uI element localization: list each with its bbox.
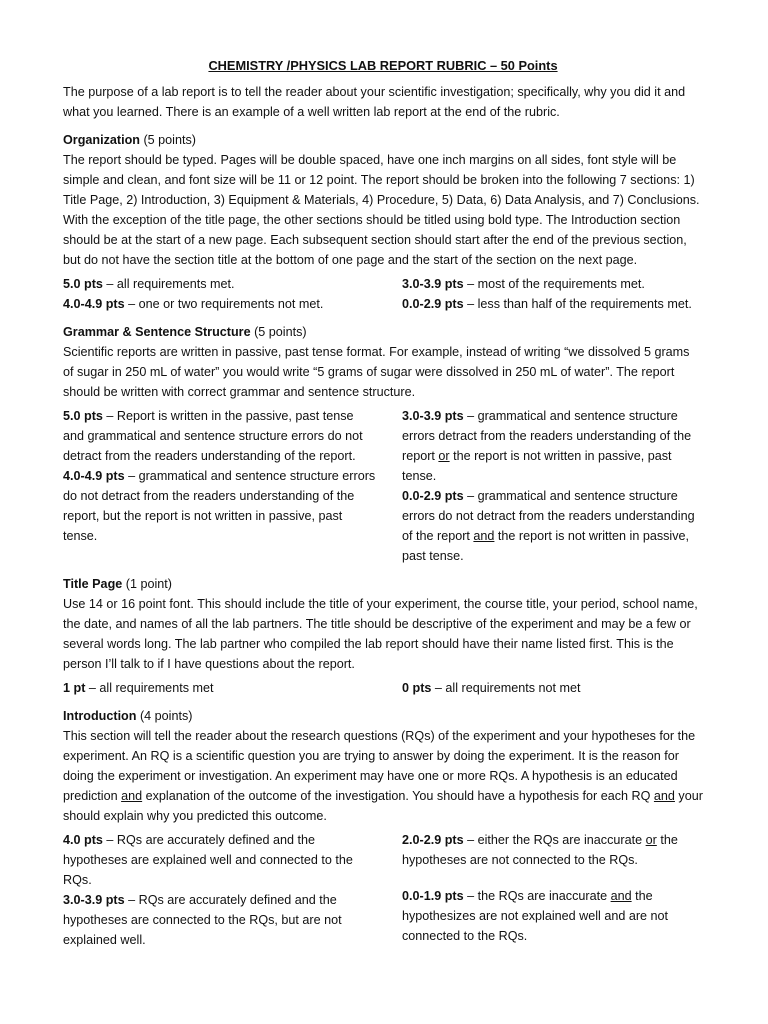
section-points: (1 point) [125,577,172,591]
body-text: your should explain why you predicted this outcome. [63,789,703,823]
grade-row [63,406,703,566]
grade-item [63,890,378,950]
section-body [63,726,703,826]
grade-text: – RQs are accurately defined and the hypotheses are explained well and connected to the RQs. [63,833,353,887]
emphasis-text: and [473,529,495,543]
emphasis-text: and [121,789,143,803]
section-organization [63,130,703,314]
grade-points: 3.0-3.9 pts [402,277,464,291]
grade-row [63,678,703,698]
grade-points: 0.0-2.9 pts [402,297,464,311]
grade-column-left [63,274,402,314]
grade-points: 4.0-4.9 pts [63,469,125,483]
grade-row [63,830,703,950]
grade-item [402,830,703,870]
grade-text: – all requirements not met [431,681,581,695]
document-title: CHEMISTRY /PHYSICS LAB REPORT RUBRIC – 50 Points [208,58,558,73]
section-name: Title Page [63,577,123,591]
grade-item [402,294,703,314]
grade-points: 5.0 pts [63,277,103,291]
section-name: Grammar & Sentence Structure [63,325,251,339]
section-heading [63,322,703,342]
grade-points: 0.0-2.9 pts [402,489,464,503]
grade-text: – one or two requirements not met. [124,297,324,311]
grade-column-right [402,830,703,950]
grade-column-left [63,830,402,950]
grade-text: – all requirements met. [102,277,235,291]
grade-text: – less than half of the requirements met. [463,297,692,311]
section-name: Organization [63,133,140,147]
grade-points: 3.0-3.9 pts [402,409,464,423]
grade-text: – all requirements met [85,681,214,695]
section-name: Introduction [63,709,137,723]
body-text: explanation of the outcome of the investigation. You should have a hypothesis for each RQ [142,789,654,803]
grade-points: 0.0-1.9 pts [402,889,464,903]
grade-column-right [402,678,703,698]
section-introduction [63,706,703,950]
emphasis-text: and [653,789,675,803]
grade-item [63,466,378,546]
section-body: Use 14 or 16 point font. This should include the title of your experiment, the course title, your period, school name, the date, and names of all the lab partners. The title should be descriptive of the experiment and may be a few or several words long. The lab partner who compiled the lab report should have their name listed first. This is the person I’ll talk to if I have questions about the report. [63,597,698,671]
grade-column-right [402,274,703,314]
grade-points: 4.0 pts [63,833,103,847]
grade-points: 1 pt [63,681,86,695]
grade-text: – grammatical and sentence structure errors detract from the readers understanding of the report [402,409,692,463]
grade-text: – either the RQs are inaccurate [463,833,646,847]
grade-row [63,274,703,314]
grade-text: the hypothesizes are not explained well and are not connected to the RQs. [402,889,669,943]
grade-points: 2.0-2.9 pts [402,833,464,847]
grade-item [402,678,703,698]
grade-item [402,486,703,566]
grade-text: – grammatical and sentence structure errors do not detract from the readers understanding of the report [402,489,695,543]
grade-text: the report is not written in passive, past tense. [402,449,672,483]
section-heading [63,574,703,594]
section-points: (5 points) [254,325,307,339]
grade-item [63,406,378,466]
grade-text: – grammatical and sentence structure errors do not detract from the readers understanding of the report, but the report is not written in passive, past tense. [63,469,376,543]
section-points: (4 points) [139,709,193,723]
grade-text: – RQs are accurately defined and the hypotheses are connected to the RQs, but are not explained well. [63,893,342,947]
grade-points: 5.0 pts [63,409,103,423]
emphasis-text: and [610,889,632,903]
section-body: Scientific reports are written in passive, past tense format. For example, instead of writing “we dissolved 5 grams of sugar in 250 mL of water” you would write “5 grams of sugar were dissolved in 250 mL of water”. The report should be written with correct grammar and sentence structure. [63,345,690,399]
section-body: The report should be typed. Pages will be double spaced, have one inch margins on all sides, font style will be simple and clean, and font size will be 11 or 12 point. The report should be broken into the following 7 sections: 1) Title Page, 2) Introduction, 3) Equipment & Materials, 4) Procedure, 5) Data, 6) Data Analysis, and 7) Conclusions. With the exception of the title page, the other sections should be titled using bold type. The Introduction section should be at the start of a new page. Each subsequent section should start after the end of the previous section, but do not have the section title at the bottom of one page and the start of the section on the next page. [63,153,700,267]
grade-item [63,678,402,698]
section-points: (5 points) [143,133,196,147]
grade-column-left [63,406,402,566]
grade-item [63,830,378,890]
grade-item [402,406,703,486]
grade-item [63,294,402,314]
emphasis-text: or [438,449,450,463]
grade-column-right [402,406,703,566]
section-heading [63,130,703,150]
grade-points: 3.0-3.9 pts [63,893,125,907]
body-text: This section will tell the reader about the research questions (RQs) of the experiment and your hypotheses for the experiment. An RQ is a scientific question you are trying to answer by doing the experiment. It is the reason for doing the experiment or investigation. An experiment may have one or more RQs. A hypothesis is an educated prediction [63,729,696,803]
grade-item [402,274,703,294]
grade-text: – most of the requirements met. [463,277,645,291]
grade-text: – the RQs are inaccurate [463,889,611,903]
section-grammar [63,322,703,566]
emphasis-text: or [645,833,657,847]
grade-text: – Report is written in the passive, past tense and grammatical and sentence structure errors do not detract from the readers understanding of the report. [63,409,363,463]
rubric-page [63,56,703,950]
grade-item [63,274,402,294]
intro-paragraph: The purpose of a lab report is to tell the reader about your scientific investigation; specifically, why you did it and what you learned. There is an example of a well written lab report at the end of the rubric. [63,85,686,119]
section-heading [63,706,703,726]
grade-text: the report is not written in passive, past tense. [402,529,690,563]
section-title-page [63,574,703,698]
grade-item [402,886,703,946]
grade-points: 4.0-4.9 pts [63,297,125,311]
grade-column-left [63,678,402,698]
grade-points: 0 pts [402,681,432,695]
grade-text: the hypotheses are not connected to the RQs. [402,833,678,867]
